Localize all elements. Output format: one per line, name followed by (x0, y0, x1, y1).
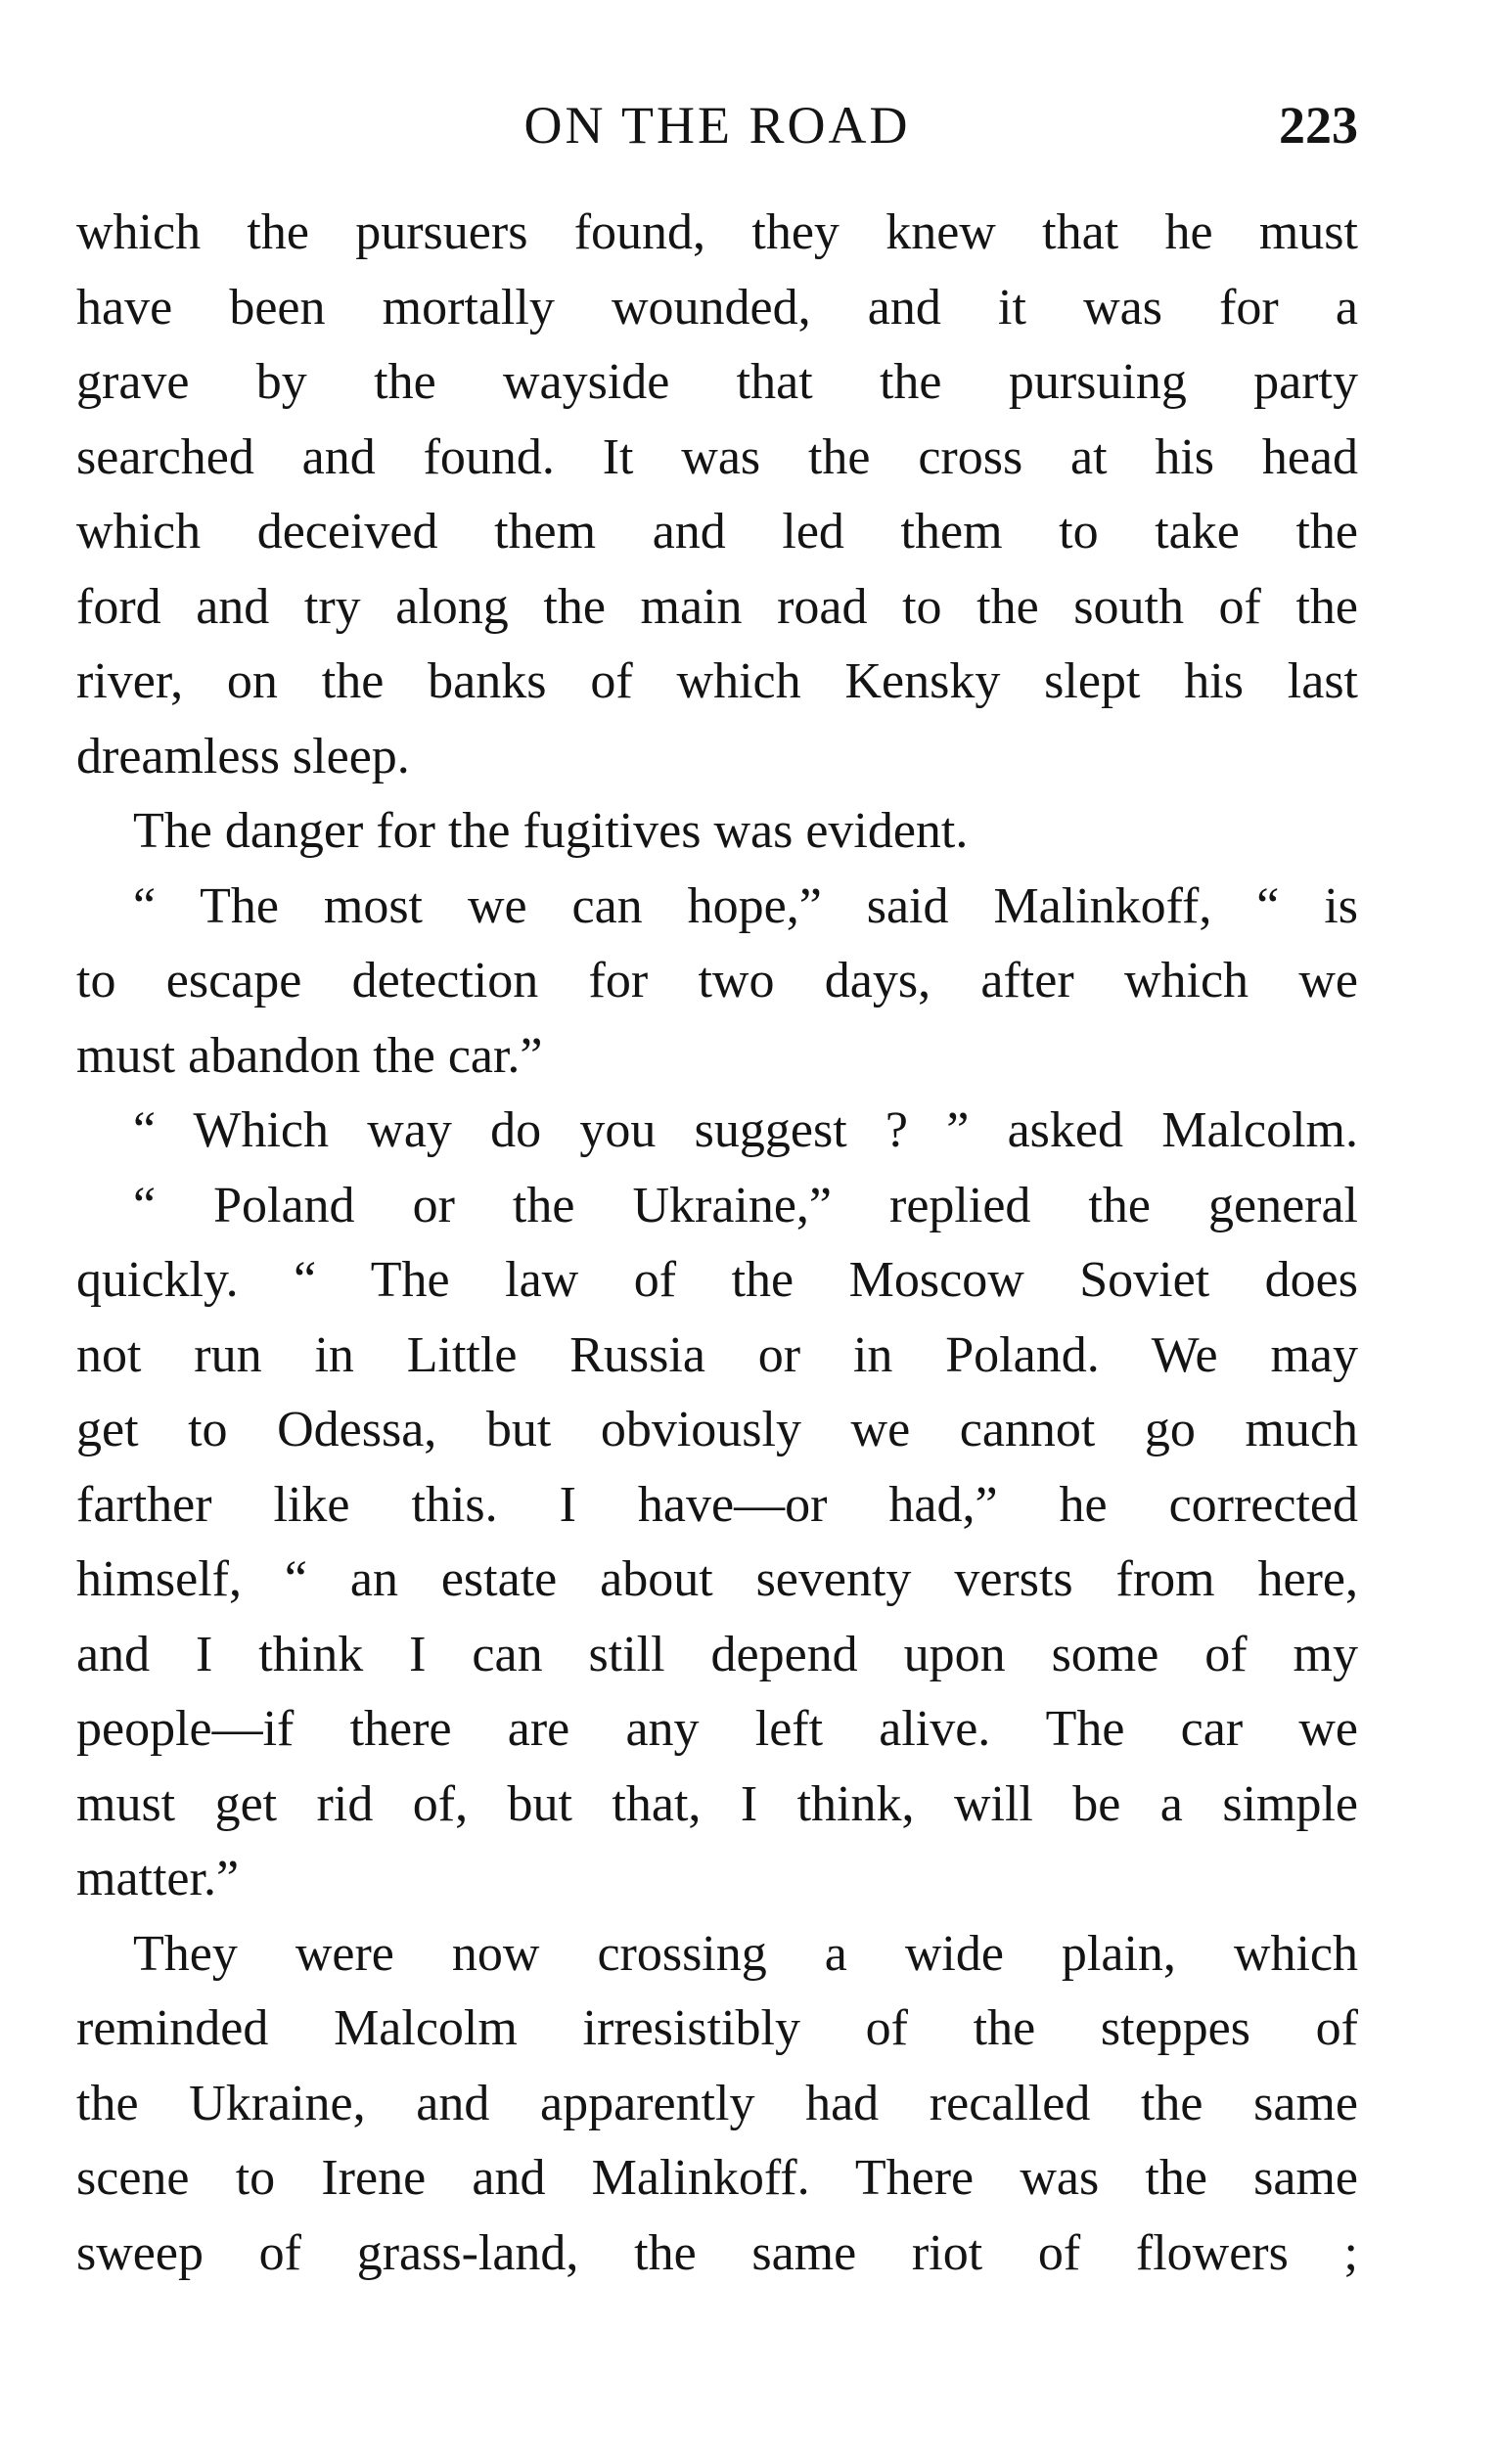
text-line: not run in Little Russia or in Poland. We may (76, 1326, 1358, 1383)
text-line: must abandon the car.” (76, 1027, 543, 1084)
text-line: which deceived them and led them to take the (76, 504, 1358, 560)
text-line: searched and found. It was the cross at his head (76, 428, 1358, 485)
running-head (76, 86, 1358, 164)
text-line: “ The most we can hope,” said Malinkoff, “ is (133, 877, 1358, 934)
text-line: to escape detection for two days, after which we (76, 953, 1358, 1008)
text-line: and I think I can still depend upon some of my (76, 1626, 1358, 1682)
text-line: must get rid of, but that, I think, will be a simple (76, 1775, 1358, 1832)
text-line: farther like this. I have—or had,” he corrected (76, 1476, 1358, 1533)
text-line: dreamless sleep. (76, 728, 410, 784)
text-line: sweep of grass-land, the same riot of flowers ; (76, 2224, 1358, 2281)
page-number: 223 (1279, 96, 1358, 155)
text-line: reminded Malcolm irresistibly of the steppes of (76, 2000, 1358, 2056)
text-line: ford and try along the main road to the south of the (76, 578, 1358, 635)
text-line: “ Which way do you suggest ? ” asked Malcolm. (133, 1102, 1358, 1158)
text-line: have been mortally wounded, and it was for a (76, 279, 1358, 336)
text-line: quickly. “ The law of the Moscow Soviet does (76, 1252, 1358, 1308)
text-line: They were now crossing a wide plain, which (133, 1925, 1358, 1982)
text-line: which the pursuers found, they knew that he must (76, 204, 1358, 260)
text-line: scene to Irene and Malinkoff. There was the same (76, 2150, 1358, 2206)
text-line: “ Poland or the Ukraine,” replied the general (133, 1177, 1358, 1233)
text-line: matter.” (76, 1851, 240, 1906)
text-line: get to Odessa, but obviously we cannot go much (76, 1402, 1358, 1457)
text-line: river, on the banks of which Kensky slept his last (76, 653, 1358, 709)
text-line: people—if there are any left alive. The car we (76, 1701, 1358, 1757)
body-text (76, 196, 1358, 2291)
text-line: the Ukraine, and apparently had recalled the same (76, 2075, 1358, 2131)
text-line: himself, “ an estate about seventy versts from here, (76, 1551, 1358, 1607)
text-line: The danger for the fugitives was evident. (133, 803, 969, 859)
text-line: grave by the wayside that the pursuing party (76, 354, 1358, 410)
running-title: ON THE ROAD (523, 96, 911, 155)
